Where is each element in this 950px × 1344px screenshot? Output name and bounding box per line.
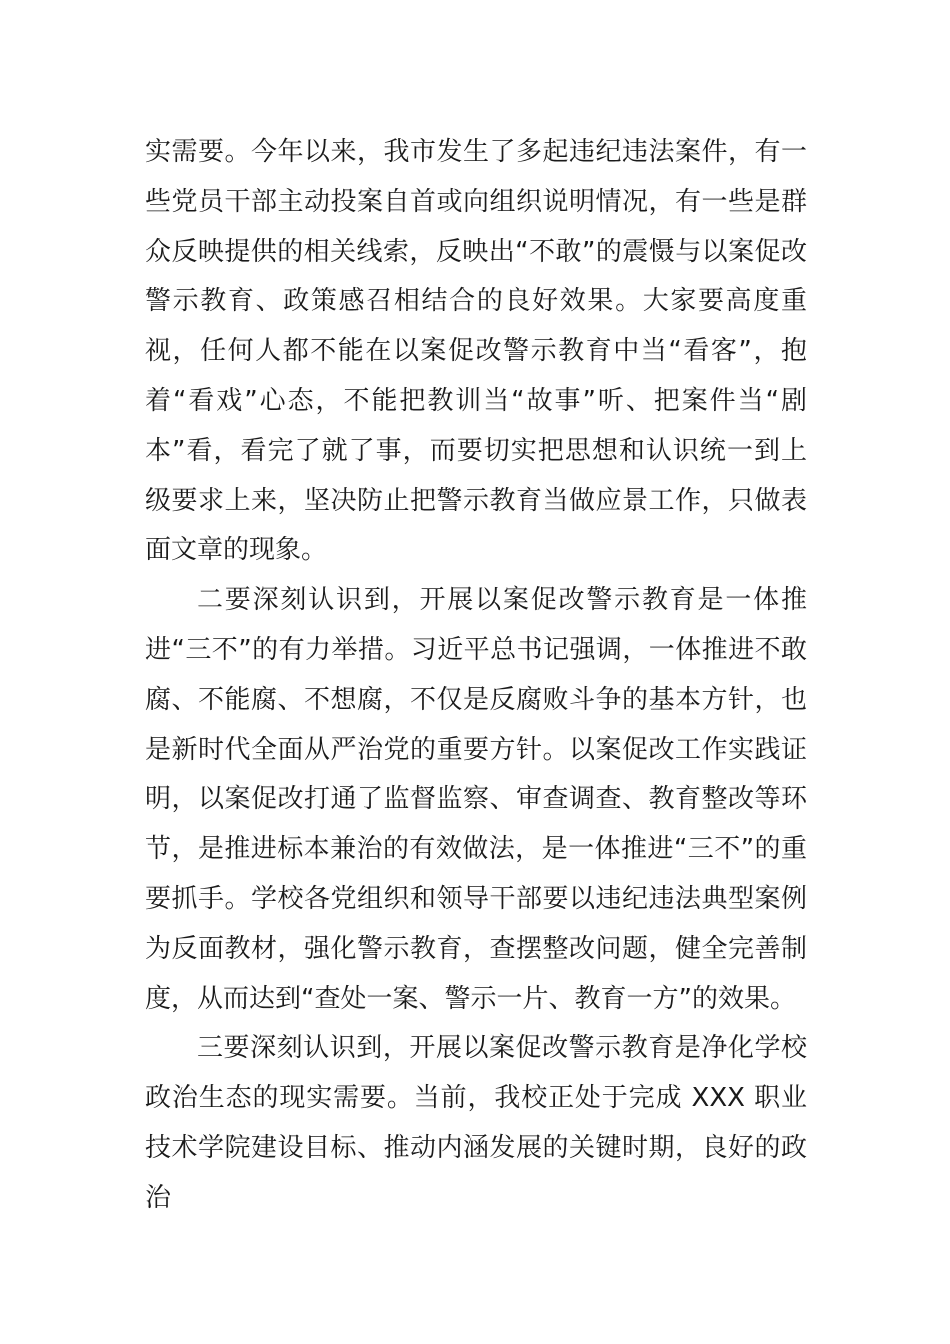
paragraph-2: 二要深刻认识到，开展以案促改警示教育是一体推进“三不”的有力举措。习近平总书记强调，一体推进不敢腐、不能腐、不想腐，不仅是反腐败斗争的基本方针，也是新时代全面从严治党的重要方针。以案促改工作实践证明，以案促改打通了监督监察、审查调查、教育整改等环节，是推进标本兼治的有效做法，是一体推进“三不”的重要抓手。学校各党组织和领导干部要以违纪违法典型案例为反面教材，强化警示教育，查摆整改问题，健全完善制度，从而达到“查处一案、警示一片、教育一方”的效果。 xyxy=(145,585,807,1014)
body-text xyxy=(145,128,807,1224)
paragraph-3: 三要深刻认识到，开展以案促改警示教育是净化学校政治生态的现实需要。当前，我校正处于完成 XXX 职业技术学院建设目标、推动内涵发展的关键时期，良好的政治 xyxy=(145,1033,807,1213)
paragraph-1: 实需要。今年以来，我市发生了多起违纪违法案件，有一些党员干部主动投案自首或向组织说明情况，有一些是群众反映提供的相关线索，反映出“不敢”的震慑与以案促改警示教育、政策感召相结合的良好效果。大家要高度重视，任何人都不能在以案促改警示教育中当“看客”，抱着“看戏”心态，不能把教训当“故事”听、把案件当“剧本”看，看完了就了事，而要切实把思想和认识统一到上级要求上来，坚决防止把警示教育当做应景工作，只做表面文章的现象。 xyxy=(145,137,807,566)
